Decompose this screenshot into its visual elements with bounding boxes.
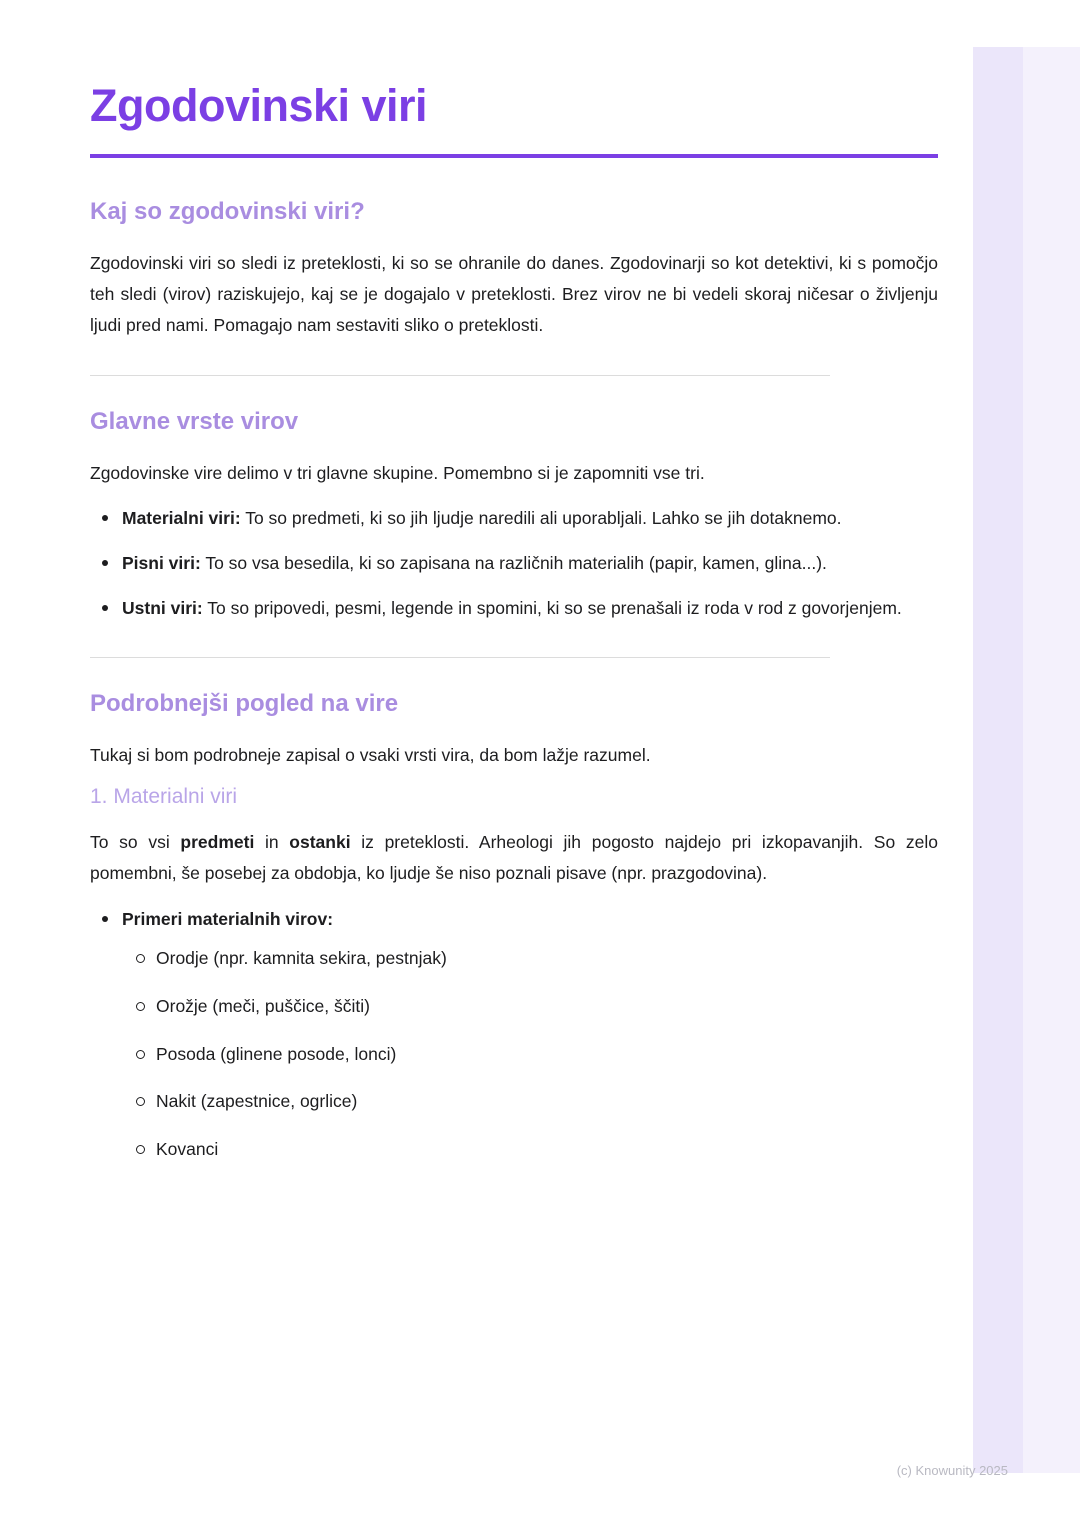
list-item: [90, 503, 938, 534]
list-item-text: To so pripovedi, pesmi, legende in spomini, ki so se prenašali iz roda v rod z govorjenjem.: [202, 597, 902, 618]
page-edge-band-inner: [973, 47, 1023, 1473]
main-types-list: [90, 503, 938, 623]
section-divider: [90, 657, 830, 658]
list-item-text: To so predmeti, ki so jih ljudje naredili ali uporabljali. Lahko se jih dotaknemo.: [240, 508, 842, 529]
list-item: Nakit (zapestnice, ogrlice): [122, 1087, 938, 1117]
section-divider: [90, 375, 830, 376]
section-heading-what-are-sources: Kaj so zgodovinski viri?: [90, 197, 365, 225]
page-title: Zgodovinski viri: [90, 80, 428, 131]
examples-list: [90, 904, 938, 1165]
list-item-lead: Materialni viri:: [122, 508, 241, 529]
list-item: [90, 548, 938, 579]
list-item-text: To so vsa besedila, ki so zapisana na različnih materialih (papir, kamen, glina...).: [200, 552, 827, 573]
list-item: Kovanci: [122, 1135, 938, 1165]
paragraph-part-1: To so vsi: [90, 832, 181, 853]
subsection-paragraph-material-sources: [90, 827, 938, 889]
subsection-heading-material-sources: 1. Materialni viri: [90, 785, 238, 809]
paragraph-bold-2: ostanki: [289, 832, 351, 853]
section-paragraph-main-types: Zgodovinske vire delimo v tri glavne skupine. Pomembno si je zapomniti vse tri.: [90, 463, 705, 484]
section-paragraph-detailed-view: Tukaj si bom podrobneje zapisal o vsaki vrsti vira, da bom lažje razumel.: [90, 745, 651, 766]
list-item: [90, 904, 938, 1165]
examples-sublist: [122, 944, 938, 1165]
paragraph-bold-1: predmeti: [180, 832, 255, 853]
document-content: [90, 80, 938, 1183]
list-item-lead: Pisni viri:: [122, 552, 201, 573]
list-item: [90, 593, 938, 624]
section-heading-main-types: Glavne vrste virov: [90, 408, 299, 436]
list-item-lead: Ustni viri:: [122, 597, 203, 618]
examples-label: Primeri materialnih virov:: [122, 908, 334, 929]
paragraph-part-3: iz preteklosti. Arheologi jih pogosto najdejo pri izkopavanjih. So zelo pomembni, še posebej za obdobja, ko ljudje še niso poznali pisave (npr. prazgodovina).: [90, 832, 938, 884]
copyright-footer: (c) Knowunity 2025: [896, 1463, 1008, 1478]
list-item: Orožje (meči, puščice, ščiti): [122, 992, 938, 1022]
section-heading-detailed-view: Podrobnejši pogled na vire: [90, 690, 399, 718]
list-item: Orodje (npr. kamnita sekira, pestnjak): [122, 944, 938, 974]
list-item: Posoda (glinene posode, lonci): [122, 1040, 938, 1070]
page-edge-band-outer: [1023, 47, 1080, 1473]
title-underline: [90, 154, 938, 158]
paragraph-part-2: in: [254, 832, 290, 853]
section-paragraph-what-are-sources: Zgodovinski viri so sledi iz preteklosti, ki so se ohranile do danes. Zgodovinarji so kot detektivi, ki s pomočjo teh sledi (virov) raziskujejo, kaj se je dogajalo v preteklosti. Brez virov ne bi vedeli skoraj ničesar o življenju ljudi pred nami. Pomagajo nam sestaviti sliko o preteklosti.: [90, 252, 938, 336]
